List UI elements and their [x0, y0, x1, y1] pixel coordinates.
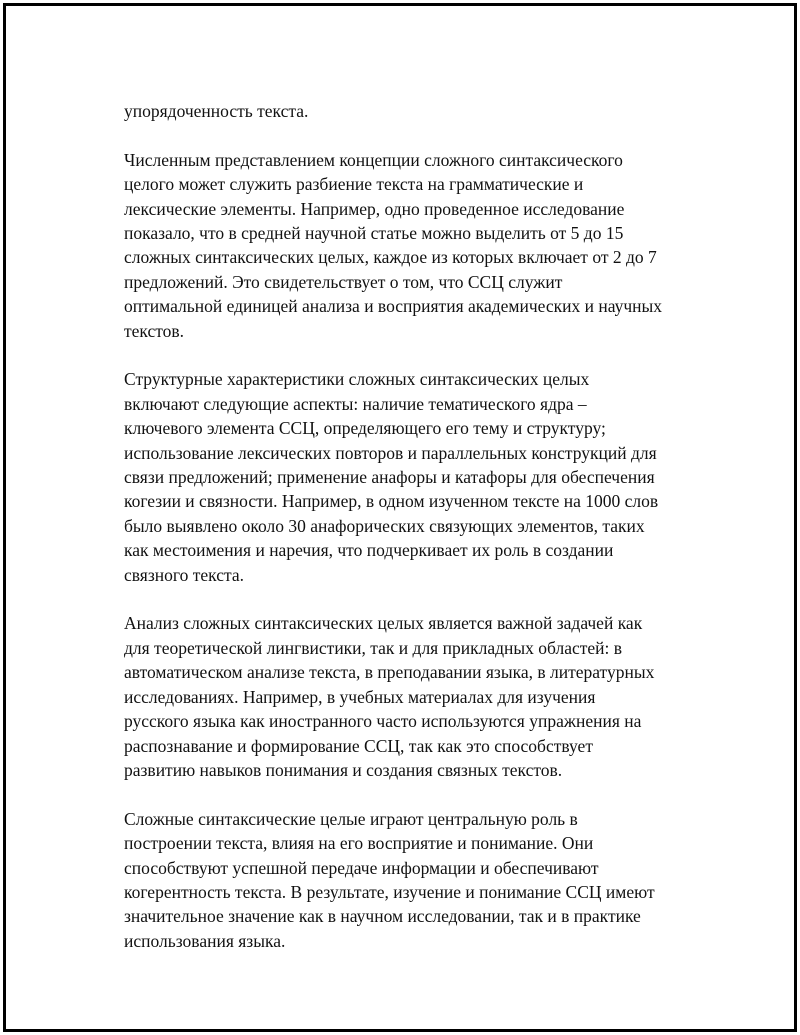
text-line: построении текста, влияя на его восприятие и понимание. Они — [124, 833, 594, 854]
text-line: русского языка как иностранного часто используются упражнения на — [124, 711, 642, 732]
text-line: ключевого элемента ССЦ, определяющего его тему и структуру; — [124, 418, 606, 439]
text-line: способствуют успешной передаче информации и обеспечивают — [124, 857, 599, 878]
text-line: когерентность текста. В результате, изучение и понимание ССЦ имеют — [124, 881, 655, 902]
document-body — [124, 99, 704, 978]
text-line: распознавание и формирование ССЦ, так как это способствует — [124, 735, 593, 756]
paragraph-4 — [124, 611, 704, 782]
text-line: когезии и связности. Например, в одном изученном тексте на 1000 слов — [124, 491, 659, 512]
text-line: Сложные синтаксические целые играют центральную роль в — [124, 808, 578, 829]
paragraph-3 — [124, 367, 704, 587]
text-line: связного текста. — [124, 564, 244, 585]
text-line: как местоимения и наречия, что подчеркивает их роль в создании — [124, 540, 614, 561]
text-line: для теоретической лингвистики, так и для прикладных областей: в — [124, 637, 623, 658]
paragraph-1 — [124, 99, 704, 123]
page-frame — [3, 3, 797, 1032]
paragraph-2 — [124, 148, 704, 343]
text-line: лексические элементы. Например, одно проведенное исследование — [124, 198, 625, 219]
text-line: включают следующие аспекты: наличие тематического ядра – — [124, 393, 587, 414]
text-line: значительное значение как в научном исследовании, так и в практике — [124, 906, 641, 927]
text-line: показало, что в средней научной статье можно выделить от 5 до 15 — [124, 223, 624, 244]
text-line: исследованиях. Например, в учебных материалах для изучения — [124, 686, 596, 707]
text-line: предложений. Это свидетельствует о том, что ССЦ служит — [124, 271, 563, 292]
text-line: использования языка. — [124, 930, 286, 951]
text-line: текстов. — [124, 320, 185, 341]
text-line: целого может служить разбиение текста на грамматические и — [124, 174, 584, 195]
text-line: Численным представлением концепции сложного синтаксического — [124, 149, 623, 170]
text-line: автоматическом анализе текста, в преподавании языка, в литературных — [124, 662, 655, 683]
text-line: использование лексических повторов и параллельных конструкций для — [124, 442, 657, 463]
text-line: было выявлено около 30 анафорических связующих элементов, таких — [124, 515, 645, 536]
paragraph-5 — [124, 807, 704, 953]
text-line: связи предложений; применение анафоры и катафоры для обеспечения — [124, 467, 655, 488]
text-line: Структурные характеристики сложных синтаксических целых — [124, 369, 590, 390]
text-line: сложных синтаксических целых, каждое из которых включает от 2 до 7 — [124, 247, 657, 268]
text-line: развитию навыков понимания и создания связных текстов. — [124, 759, 563, 780]
text-line: Анализ сложных синтаксических целых является важной задачей как — [124, 613, 643, 634]
text-line: упорядоченность текста. — [124, 101, 309, 121]
text-line: оптимальной единицей анализа и восприятия академических и научных — [124, 296, 663, 317]
